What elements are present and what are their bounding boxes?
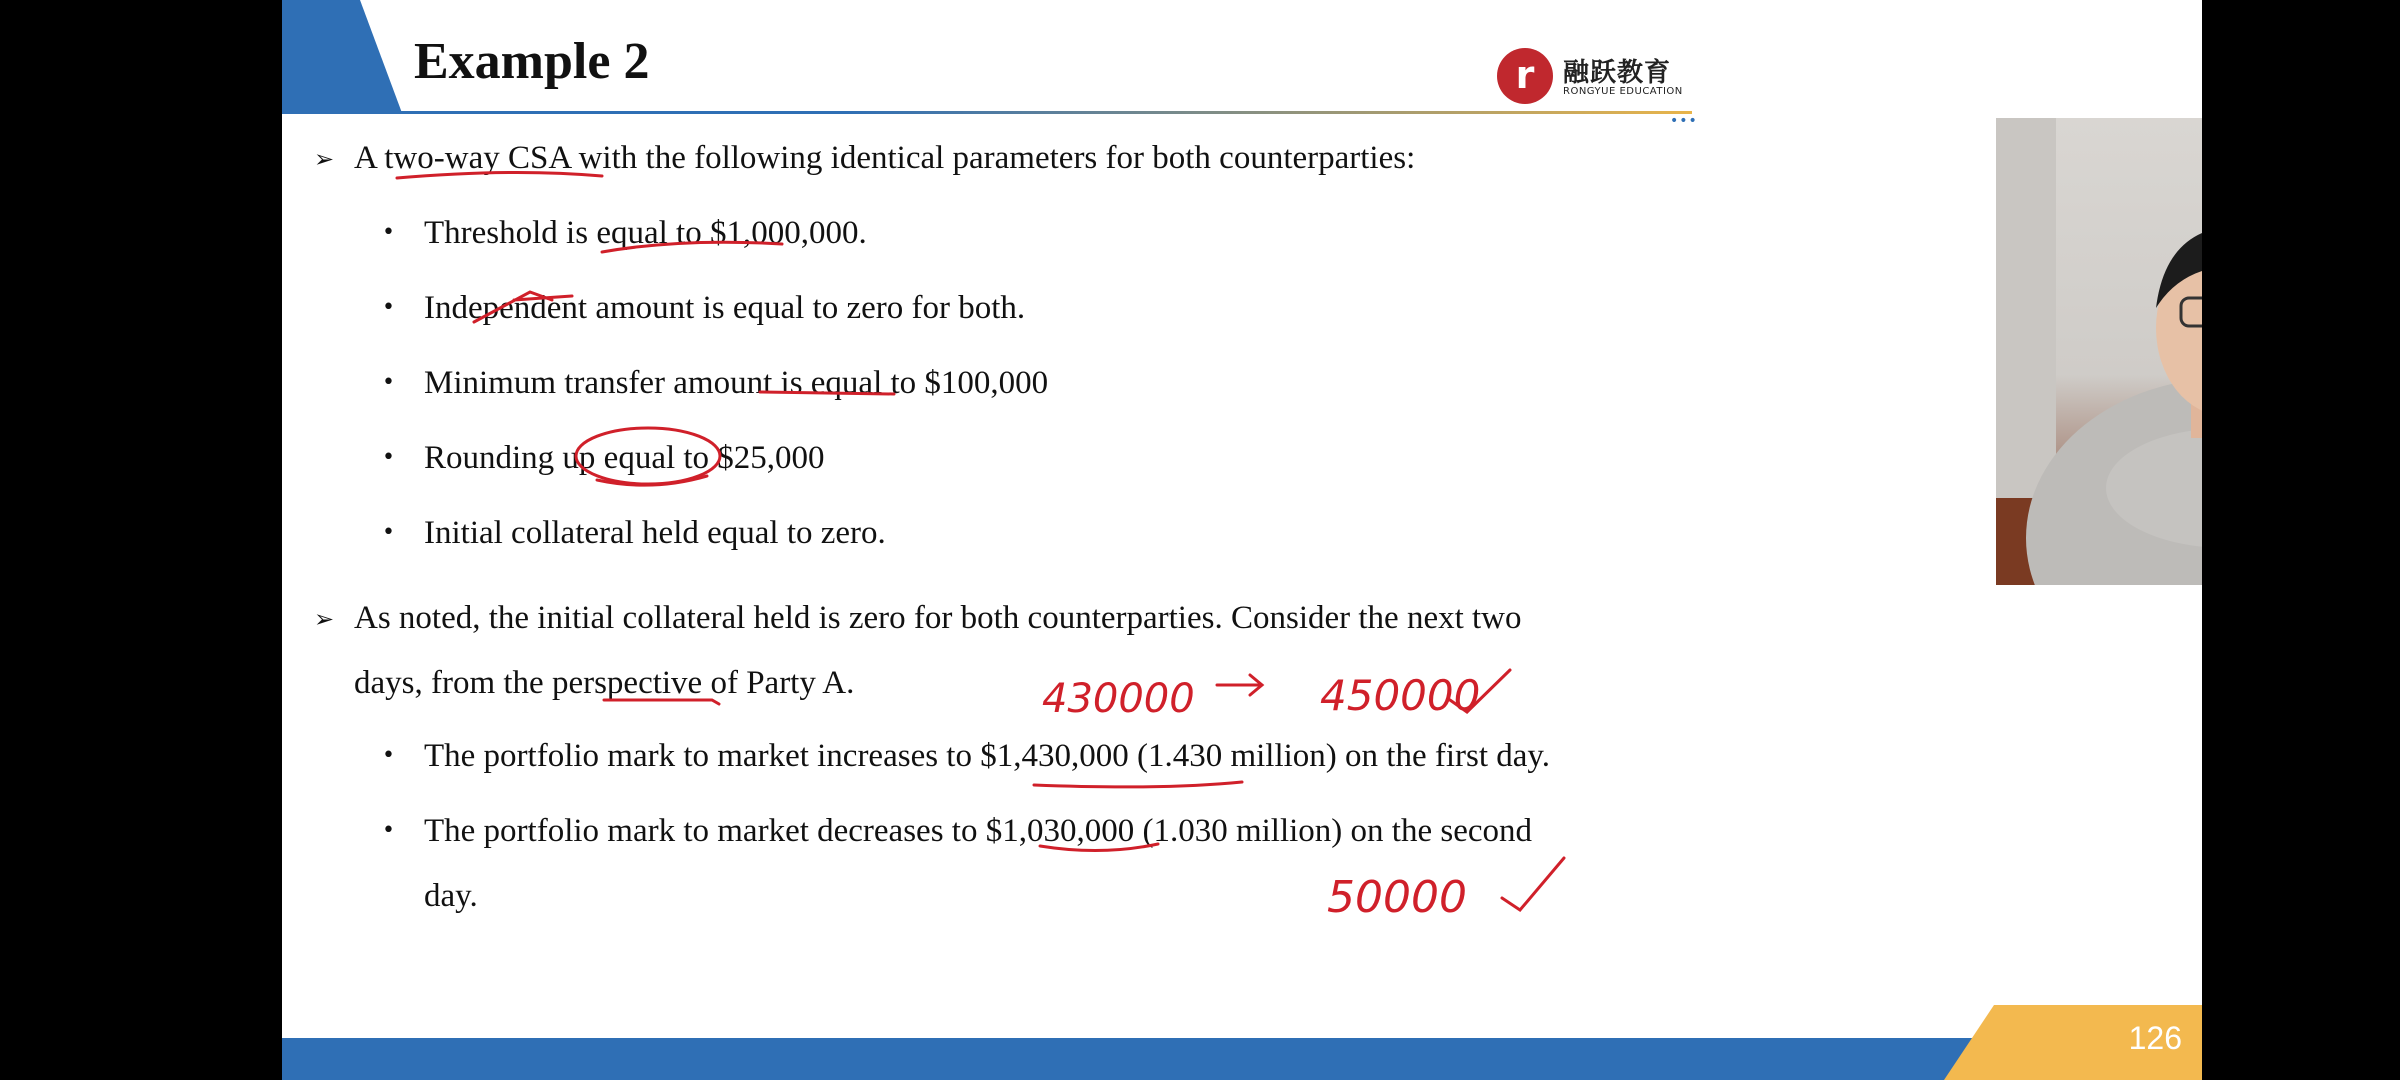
list-item-independent-amount: Independent amount is equal to zero for both. (424, 290, 1026, 326)
section2-bullet-line2: days, from the perspective of Party A. (354, 665, 855, 701)
ink-arrow (1217, 675, 1262, 695)
dot-bullet-icon: • (382, 445, 395, 470)
ink-check-2 (1502, 858, 1564, 910)
list-item-initial-collateral: Initial collateral held equal to zero. (424, 515, 886, 551)
ink-note-50000: 50000 (1327, 872, 1467, 923)
dot-bullet-icon: • (382, 743, 395, 768)
list-item-rounding: Rounding up equal to $25,000 (424, 440, 825, 476)
list-item-day1: The portfolio mark to market increases to $1,430,000 (1.430 million) on the first day. (424, 738, 1551, 774)
ink-underline-rounding (597, 476, 707, 485)
title-underline (282, 111, 1692, 114)
logo-name-en: RONGYUE EDUCATION (1563, 86, 1683, 97)
logo (1497, 48, 1697, 108)
list-item-day2-line2: day. (424, 878, 478, 914)
arrow-bullet-icon: ➢ (314, 605, 335, 633)
ink-note-450000: 450000 (1320, 671, 1481, 720)
ink-underline-day1 (1034, 782, 1242, 787)
section1-bullet: A two-way CSA with the following identical parameters for both counterparties: (354, 140, 1416, 176)
list-item-minimum-transfer: Minimum transfer amount is equal to $100,000 (424, 365, 1049, 401)
dot-bullet-icon: • (382, 220, 395, 245)
title-accent-tab (282, 0, 402, 113)
slide-title: Example 2 (414, 33, 650, 90)
dot-bullet-icon: • (382, 520, 395, 545)
ink-note-430000: 430000 (1042, 676, 1195, 722)
slide (282, 0, 2202, 1080)
title-dots: ••• (1670, 113, 1698, 129)
ink-check-1 (1450, 670, 1510, 712)
presenter-figure (1996, 118, 2202, 585)
dot-bullet-icon: • (382, 295, 395, 320)
section2-bullet-line1: As noted, the initial collateral held is zero for both counterparties. Consider the next two (354, 600, 1522, 636)
dot-bullet-icon: • (382, 818, 395, 843)
list-item-day2-line1: The portfolio mark to market decreases to $1,030,000 (1.030 million) on the second (424, 813, 1532, 849)
dot-bullet-icon: • (382, 370, 395, 395)
footer-bar (282, 1038, 2202, 1080)
logo-icon: r (1497, 48, 1553, 104)
page-number: 126 (2128, 1020, 2182, 1056)
logo-name-cn: 融跃教育 (1563, 58, 1672, 88)
arrow-bullet-icon: ➢ (314, 145, 335, 173)
list-item-threshold: Threshold is equal to $1,000,000. (424, 215, 867, 251)
presenter-webcam (1996, 118, 2202, 585)
